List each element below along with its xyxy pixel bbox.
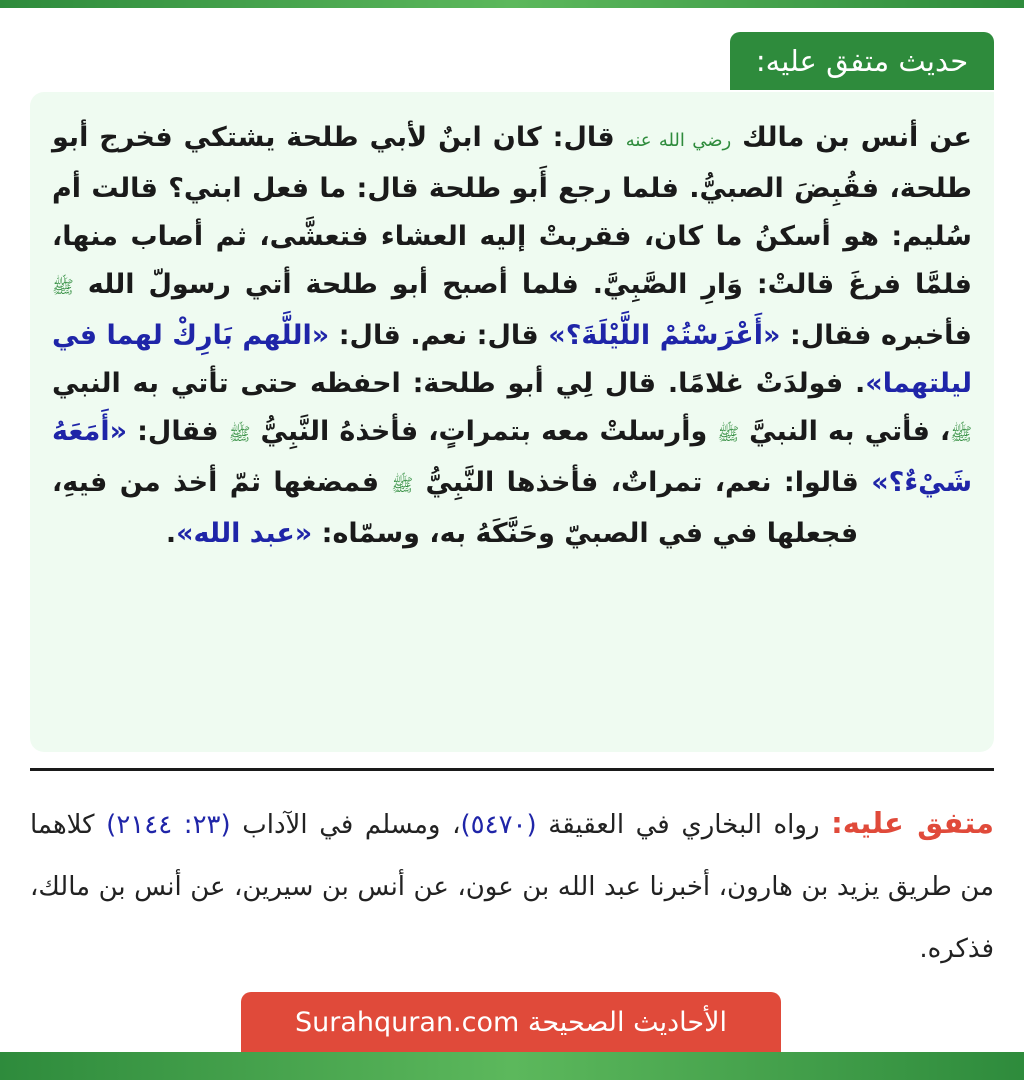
source-segment: كلاهما من طريق يزيد بن هارون، أخبرنا عبد الله بن عون، عن أنس بن سيرين، عن أنس بن مالك، فذكره. <box>30 810 994 964</box>
honorific-icon: ﷺ <box>52 277 74 298</box>
prophet-quote: «عبد الله» <box>176 518 313 549</box>
reference-number: (٢٣: ٢١٤٤) <box>106 810 231 840</box>
hadith-segment: ، فأتي به النبيَّ <box>739 416 951 447</box>
top-accent-bar <box>0 0 1024 8</box>
prophet-quote: «أَعْرَسْتُمْ اللَّيْلَةَ؟» <box>548 320 781 351</box>
hadith-segment: وأرسلتْ معه بتمراتٍ، فأخذهُ النَّبِيُّ <box>250 416 718 447</box>
honorific-icon: ﷺ <box>717 424 740 445</box>
hadith-segment: فأخبره فقال: <box>780 320 972 351</box>
hadith-text <box>52 114 972 558</box>
source-label: متفق عليه: <box>831 806 995 840</box>
hadith-segment: قال: نعم. قال: <box>329 320 549 351</box>
hadith-segment: . <box>165 518 177 549</box>
source-segment: رواه البخاري في العقيقة <box>536 810 832 840</box>
hadith-title-tab: حديث متفق عليه: <box>730 32 994 90</box>
prophet-quote: «أَمَعَهُ شَيْءٌ؟» <box>52 416 972 498</box>
honorific-icon: ﷺ <box>228 424 251 445</box>
honorific-icon: ﷺ <box>950 424 973 445</box>
source-citation <box>30 792 994 980</box>
hadith-segment: . فولدَتْ غلامًا. قال لِي أبو طلحة: احفظه حتى تأتي به النبي <box>52 368 866 399</box>
hadith-segment: قالوا: نعم، تمراتٌ، فأخذها النَّبِيُّ <box>413 467 872 498</box>
hadith-segment: فمضغها ثمّ أخذ من فيهِ، فجعلها في في الصبيّ وحَنَّكَهُ به، وسمّاه: <box>52 467 859 549</box>
bottom-accent-bar <box>0 1052 1024 1080</box>
prophet-quote: «اللَّهم بَارِكْ لهما في ليلتهما» <box>52 320 972 399</box>
hadith-box <box>30 92 994 752</box>
section-divider <box>30 768 994 771</box>
hadith-segment: فقال: <box>127 416 229 447</box>
reference-number: (٥٤٧٠) <box>460 810 537 840</box>
honorific-icon: رضي الله عنه <box>625 130 732 151</box>
hadith-segment: عن أنس بن مالك <box>731 122 972 153</box>
hadith-segment: قال: كان ابنٌ لأبي طلحة يشتكي فخرج أبو طلحة، فقُبِضَ الصبيُّ. فلما رجع أَبو طلحة قال: ما فعل ابني؟ قالت أم سُليم: هو أسكنُ ما كان، فقربتْ إليه العشاء فتعشَّى، ثم أصاب منها، فلمَّا فرغَ قالتْ: وَارِ الصَّبِيَّ. فلما أصبح أبو طلحة أتي رسولّ الله <box>52 122 972 300</box>
source-segment: ، ومسلم في الآداب <box>230 810 461 840</box>
honorific-icon: ﷺ <box>391 475 414 496</box>
site-badge: الأحاديث الصحيحة Surahquran.com <box>241 992 781 1052</box>
